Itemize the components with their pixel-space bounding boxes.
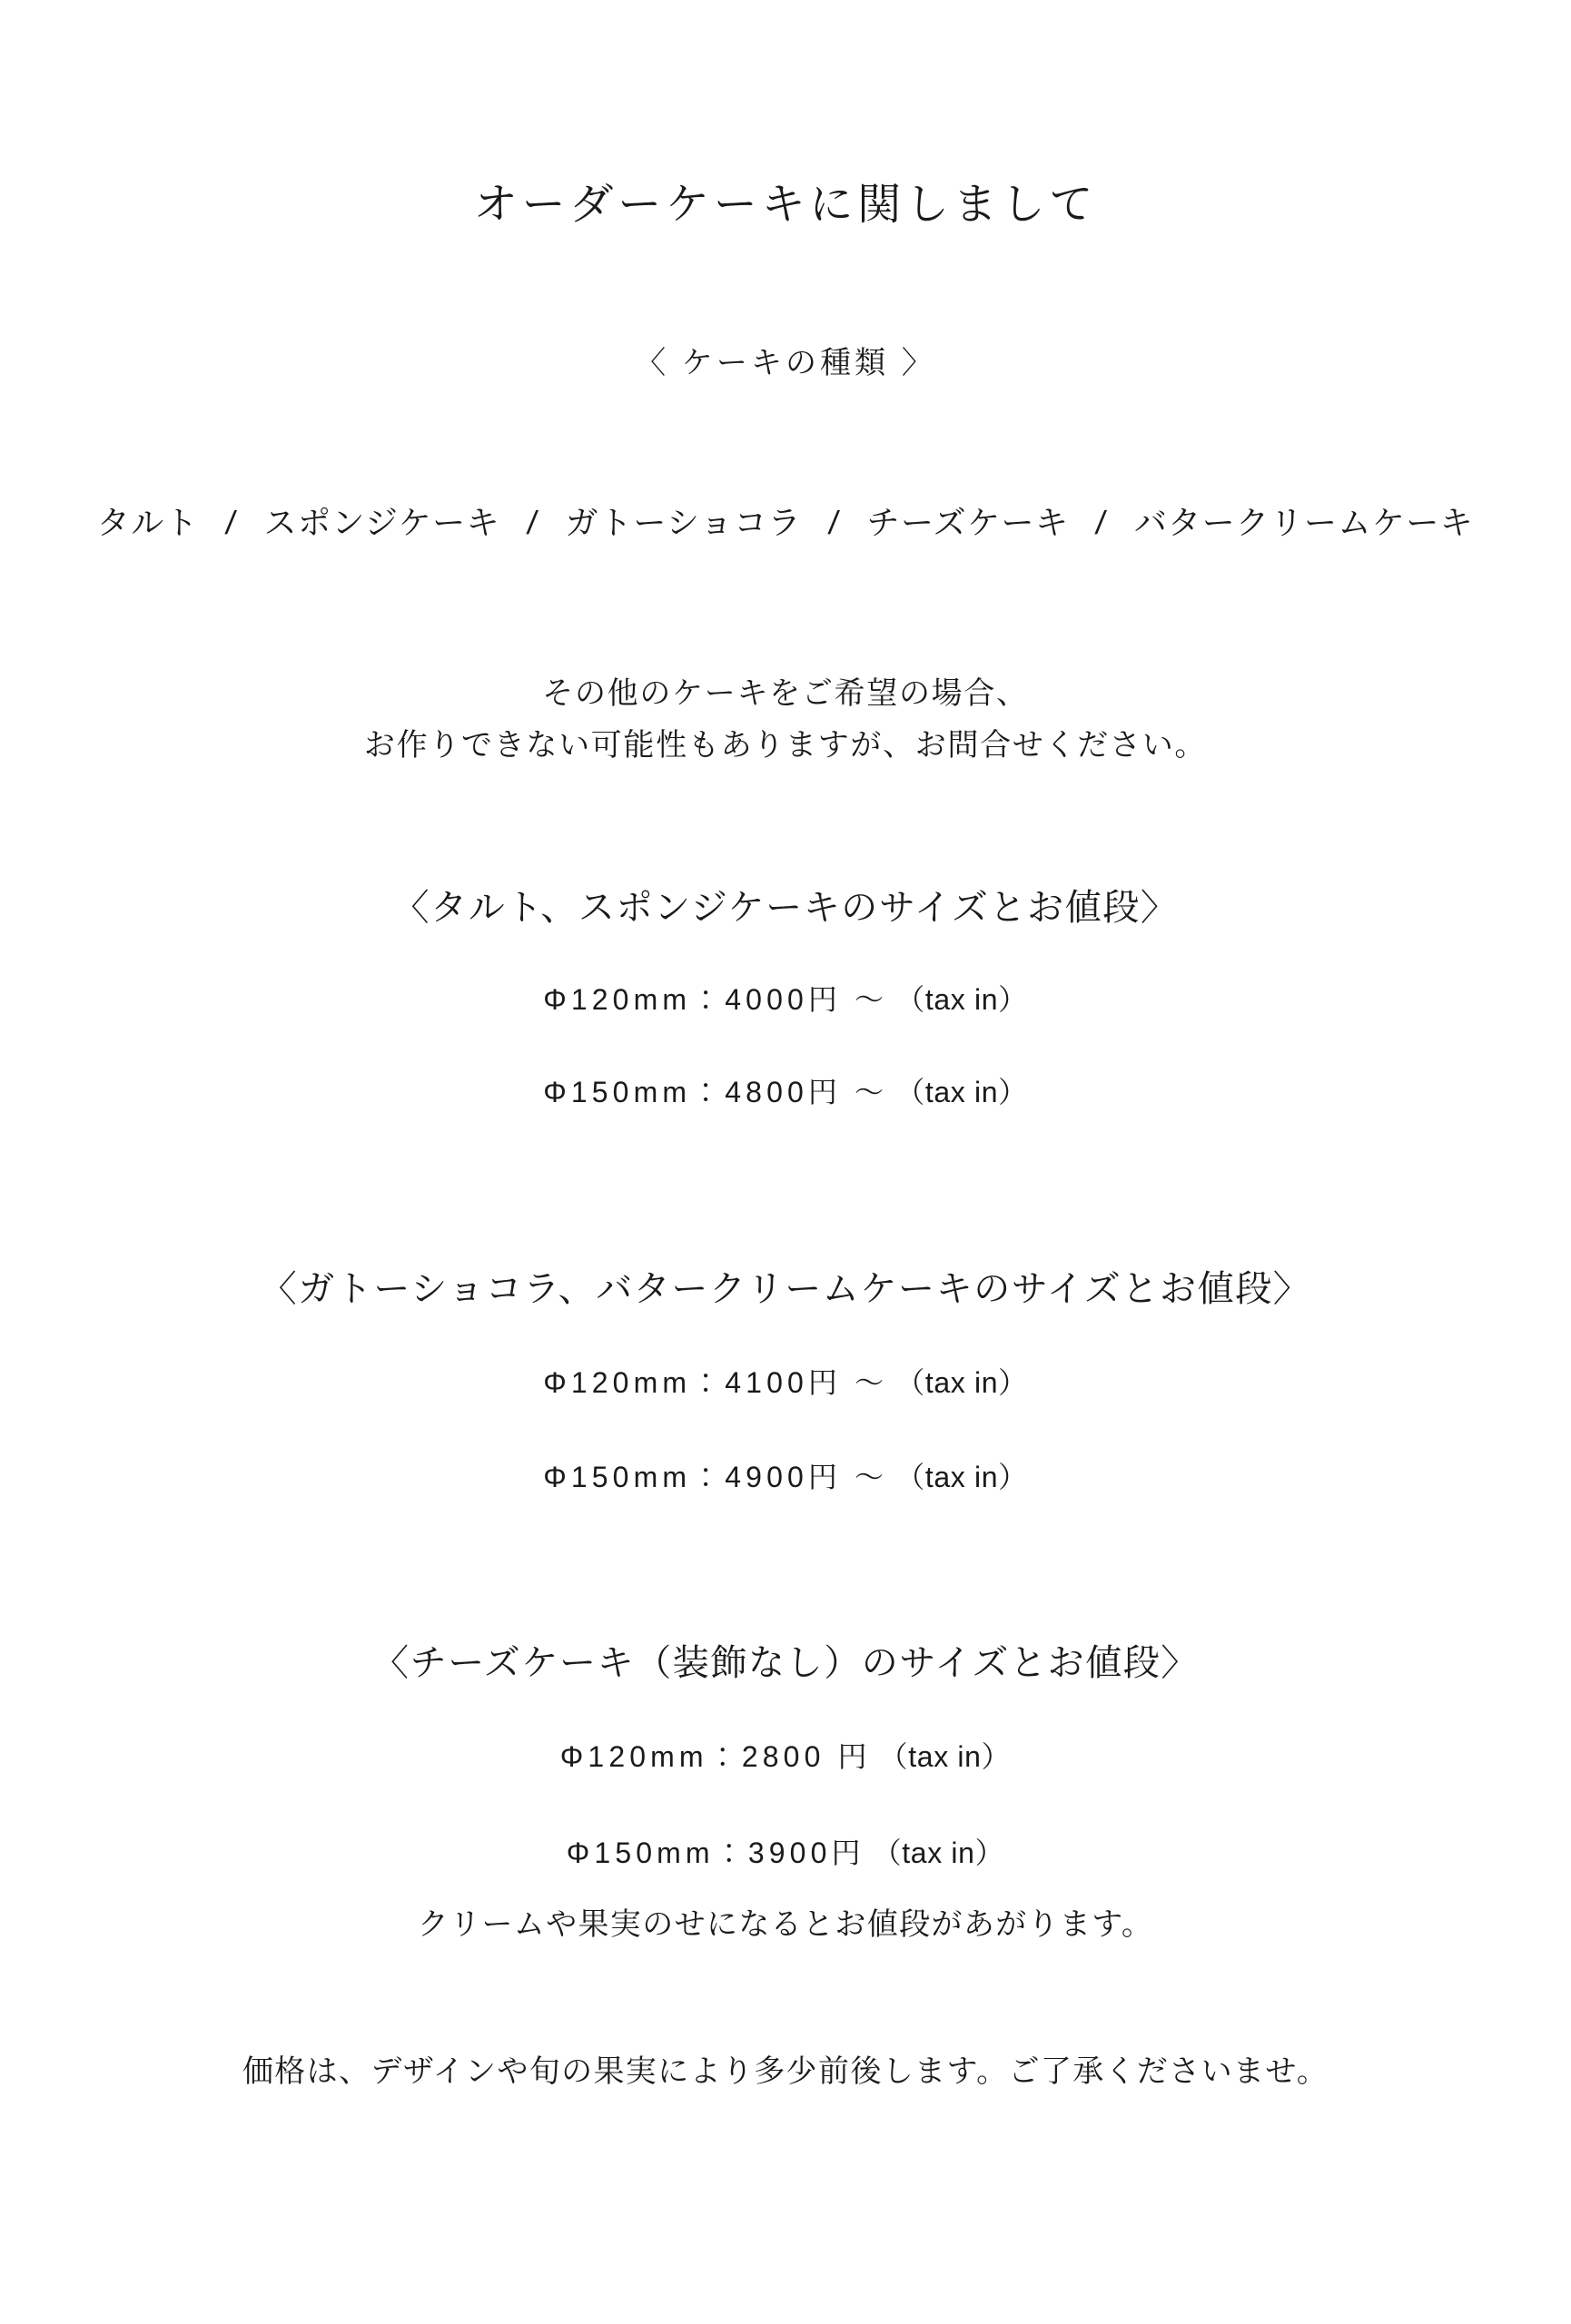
page-title: オーダーケーキに関しまして	[473, 181, 1098, 229]
section-heading-tart-sponge: 〈タルト、スポンジケーキのサイズとお値段〉	[392, 888, 1179, 928]
price-line	[0, 1454, 1571, 1496]
cake-type-sponge: スポンジケーキ	[263, 504, 500, 541]
price-value: Φ120mm：4000円 ～	[543, 983, 889, 1016]
other-cakes-note-line1: その他のケーキをご希望の場合、	[542, 676, 1029, 711]
price-value: Φ150mm：3900円	[566, 1837, 865, 1869]
other-cakes-note	[0, 668, 1571, 772]
price-line	[0, 1734, 1571, 1776]
price-value: Φ150mm：4900円 ～	[543, 1461, 889, 1493]
tax-in-label: （tax in）	[872, 1837, 1005, 1869]
other-cakes-note-line2: お作りできない可能性もありますが、お問合せください。	[363, 728, 1208, 763]
price-value: Φ120mm：2800 円	[559, 1740, 872, 1773]
price-value: Φ150mm：4800円 ～	[543, 1076, 889, 1108]
cake-types-heading: 〈 ケーキの種類 〉	[635, 346, 936, 380]
tax-in-label: （tax in）	[895, 1076, 1028, 1108]
price-line	[0, 1360, 1571, 1402]
cake-type-buttercream: バタークリームケーキ	[1133, 504, 1475, 541]
separator-slash: /	[525, 504, 541, 541]
price-line	[0, 1830, 1571, 1872]
tax-in-label: （tax in）	[895, 1366, 1028, 1399]
price-line	[0, 977, 1571, 1019]
price-line	[0, 1069, 1571, 1111]
cake-type-gateau-chocolat: ガトーショコラ	[565, 504, 803, 541]
section-heading-gateau-buttercream: 〈ガトーショコラ、バタークリームケーキのサイズとお値段〉	[260, 1269, 1311, 1309]
cheesecake-topping-note: クリームや果実のせになるとお値段があがります。	[417, 1907, 1154, 1942]
tax-in-label: （tax in）	[895, 1461, 1028, 1493]
cake-types-list	[0, 497, 1571, 544]
cake-type-cheesecake: チーズケーキ	[866, 504, 1070, 541]
tax-in-label: （tax in）	[878, 1740, 1012, 1773]
separator-slash: /	[826, 504, 843, 541]
cake-type-tart: タルト	[96, 504, 200, 541]
separator-slash: /	[1093, 504, 1110, 541]
price-value: Φ120mm：4100円 ～	[543, 1366, 889, 1399]
tax-in-label: （tax in）	[895, 983, 1028, 1016]
separator-slash: /	[223, 504, 240, 541]
price-disclaimer: 価格は、デザインや旬の果実により多少前後します。ご了承くださいませ。	[242, 2054, 1329, 2089]
section-heading-cheesecake: 〈チーズケーキ（装飾なし）のサイズとお値段〉	[372, 1643, 1199, 1683]
